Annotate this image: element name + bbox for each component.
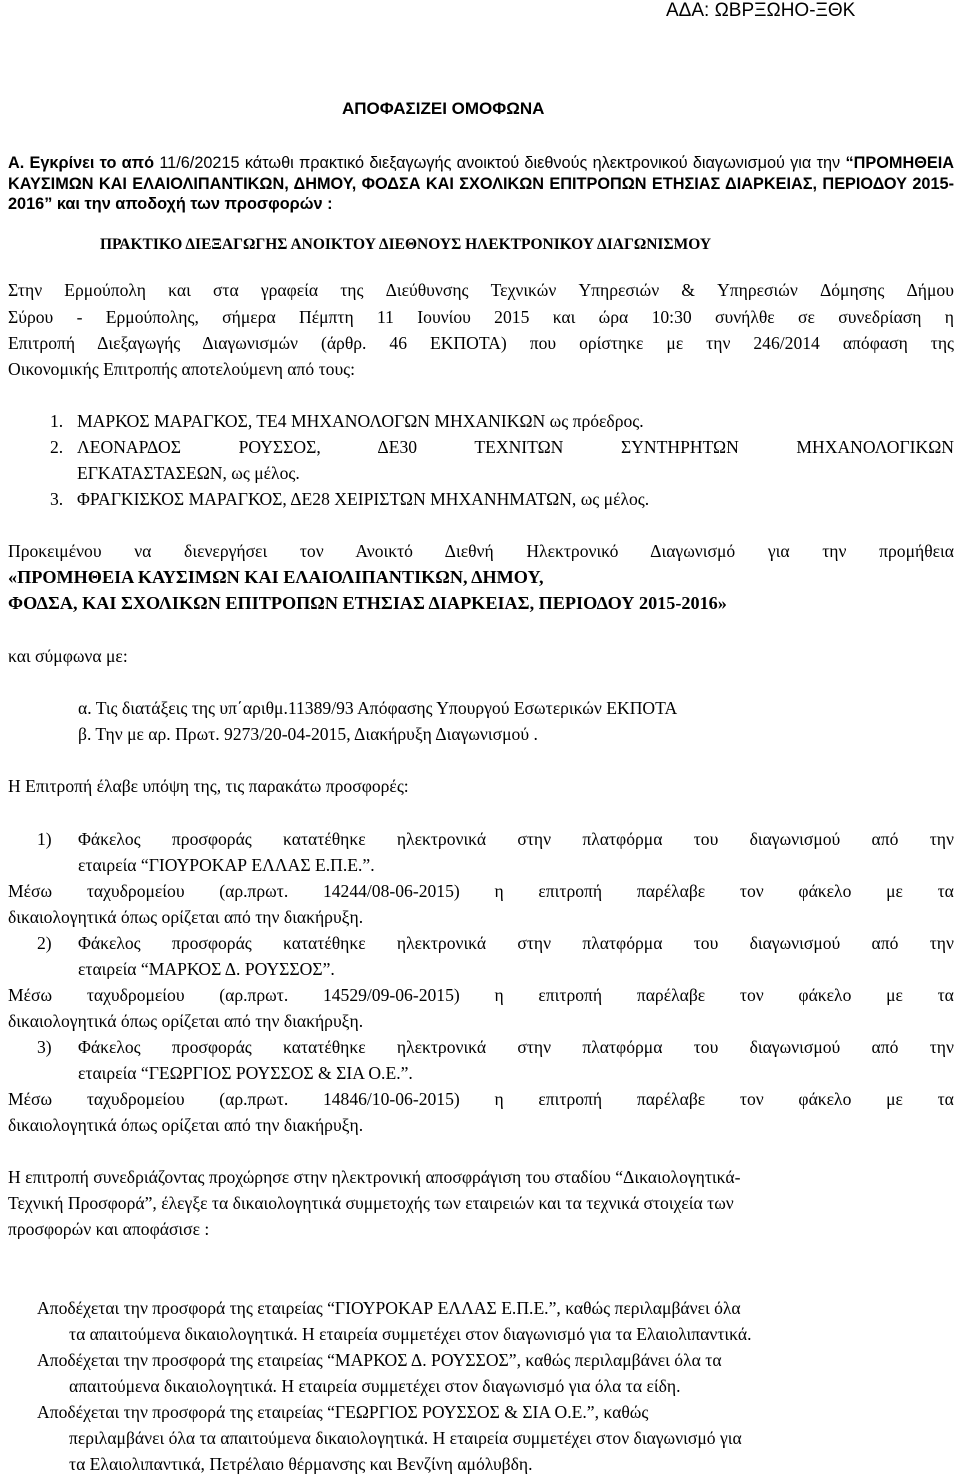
- acceptance-line: περιλαμβάνει όλα τα απαιτούμενα δικαιολογητικά. Η εταιρεία συμμετέχει στον διαγωνισμό για: [69, 1428, 742, 1448]
- acceptance-line: τα Ελαιολιπαντικά, Πετρέλαιο θέρμανσης και Βενζίνη αμόλυβδη.: [69, 1454, 533, 1474]
- offer-line: Φάκελος προσφοράς κατατέθηκε ηλεκτρονικά στην πλατφόρμα του διαγωνισμού από την: [78, 933, 954, 953]
- offer-number: 2): [37, 933, 52, 953]
- member-line: ΛΕΟΝΑΡΔΟΣ ΡΟΥΣΣΟΣ, ΔΕ30 ΤΕΧΝΙΤΩΝ ΣΥΝΤΗΡΗΤΩΝ ΜΗΧΑΝΟΛΟΓΙΚΩΝ: [77, 437, 954, 457]
- member-number: 2.: [50, 437, 64, 457]
- decision-point-a: [8, 153, 954, 215]
- offer-company: εταιρεία “ΓΙΟΥΡΟΚΑΡ ΕΛΛΑΣ Ε.Π.Ε.”.: [78, 855, 375, 875]
- intro-line: Επιτροπή Διεξαγωγής Διαγωνισμών (άρθρ. 46 ΕΚΠΟΤΑ) που ορίστηκε με την 246/2014 απόφαση της: [8, 333, 954, 353]
- according-to: και σύμφωνα με:: [8, 646, 128, 666]
- point-a-subject: “ΠΡΟΜΗΘΕΙΑ ΚΑΥΣΙΜΩΝ ΚΑΙ ΕΛΑΙΟΛΙΠΑΝΤΙΚΩΝ, ΔΗΜΟΥ, ΦΟΔΣΑ ΚΑΙ ΣΧΟΛΙΚΩΝ ΕΠΙΤΡΟΠΩΝ ΕΤΗΣΙΑΣ ΔΙΑΡΚΕΙΑΣ, ΠΕΡΙΟΔΟΥ 2015-2016” και την αποδοχή των προσφορών :: [8, 154, 955, 213]
- member-line: ΕΓΚΑΤΑΣΤΑΣΕΩΝ, ως μέλος.: [77, 463, 300, 483]
- offer-number: 3): [37, 1037, 52, 1057]
- point-a-prefix: Α. Εγκρίνει το από: [8, 154, 160, 172]
- offer-mail-line: δικαιολογητικά όπως ορίζεται από την διακήρυξη.: [8, 1011, 364, 1031]
- reference-item: α. Τις διατάξεις της υπ΄αριθμ.11389/93 Απόφασης Υπουργού Εσωτερικών ΕΚΠΟΤΑ: [78, 698, 678, 718]
- minutes-title: ΠΡΑΚΤΙΚΟ ΔΙΕΞΑΓΩΓΗΣ ΑΝΟΙΚΤΟΥ ΔΙΕΘΝΟΥΣ ΗΛΕΚΤΡΟΝΙΚΟΥ ΔΙΑΓΩΝΙΣΜΟΥ: [100, 236, 712, 253]
- purpose-line: Προκειμένου να διενεργήσει τον Ανοικτό Διεθνή Ηλεκτρονικό Διαγωνισμό για την προμήθεια: [8, 541, 954, 561]
- member-line: ΜΑΡΚΟΣ ΜΑΡΑΓΚΟΣ, ΤΕ4 ΜΗΧΑΝΟΛΟΓΩΝ ΜΗΧΑΝΙΚΩΝ ως πρόεδρος.: [77, 411, 644, 431]
- purpose-subject-line: ΦΟΔΣΑ, ΚΑΙ ΣΧΟΛΙΚΩΝ ΕΠΙΤΡΟΠΩΝ ΕΤΗΣΙΑΣ ΔΙΑΡΚΕΙΑΣ, ΠΕΡΙΟΔΟΥ 2015-2016»: [8, 593, 727, 613]
- unseal-line: Η επιτροπή συνεδριάζοντας προχώρησε στην ηλεκτρονική αποσφράγιση του σταδίου “Δικαιολογητικά-: [8, 1167, 741, 1187]
- offer-mail-line: δικαιολογητικά όπως ορίζεται από την διακήρυξη.: [8, 907, 364, 927]
- acceptance-line: Αποδέχεται την προσφορά της εταιρείας “ΓΙΟΥΡΟΚΑΡ ΕΛΛΑΣ Ε.Π.Ε.”, καθώς περιλαμβάνει όλα: [37, 1298, 741, 1318]
- offer-mail-line: Μέσω ταχυδρομείου (αρ.πρωτ. 14244/08-06-2015) η επιτροπή παρέλαβε τον φάκελο με τα: [8, 881, 954, 901]
- offer-mail-line: Μέσω ταχυδρομείου (αρ.πρωτ. 14529/09-06-2015) η επιτροπή παρέλαβε τον φάκελο με τα: [8, 985, 954, 1005]
- purpose-subject-line: «ΠΡΟΜΗΘΕΙΑ ΚΑΥΣΙΜΩΝ ΚΑΙ ΕΛΑΙΟΛΙΠΑΝΤΙΚΩΝ, ΔΗΜΟΥ,: [8, 567, 544, 587]
- offer-company: εταιρεία “ΓΕΩΡΓΙΟΣ ΡΟΥΣΣΟΣ & ΣΙΑ Ο.Ε.”.: [78, 1063, 413, 1083]
- offers-intro: Η Επιτροπή έλαβε υπόψη της, τις παρακάτω προσφορές:: [8, 776, 409, 796]
- point-a-text: 11/6/20215 κάτωθι πρακτικό διεξαγωγής ανοικτού διεθνούς ηλεκτρονικού διαγωνισμού για την: [159, 154, 846, 172]
- acceptance-line: Αποδέχεται την προσφορά της εταιρείας “ΜΑΡΚΟΣ Δ. ΡΟΥΣΣΟΣ”, καθώς περιλαμβάνει όλα τα: [37, 1350, 722, 1370]
- intro-line: Στην Ερμούπολη και στα γραφεία της Διεύθυνσης Τεχνικών Υπηρεσιών & Υπηρεσιών Δόμησης Δήμου: [8, 280, 954, 300]
- offer-company: εταιρεία “ΜΑΡΚΟΣ Δ. ΡΟΥΣΣΟΣ”.: [78, 959, 335, 979]
- acceptance-line: απαιτούμενα δικαιολογητικά. Η εταιρεία συμμετέχει στον διαγωνισμό για όλα τα είδη.: [69, 1376, 681, 1396]
- acceptance-line: Αποδέχεται την προσφορά της εταιρείας “ΓΕΩΡΓΙΟΣ ΡΟΥΣΣΟΣ & ΣΙΑ Ο.Ε.”, καθώς: [37, 1402, 649, 1422]
- acceptance-line: τα απαιτούμενα δικαιολογητικά. Η εταιρεία συμμετέχει στον διαγωνισμό για τα Ελαιολιπαντικά.: [69, 1324, 752, 1344]
- member-number: 3.: [50, 489, 64, 509]
- ada-code: ΑΔΑ: ΩΒΡΞΩΗΟ-ΞΘΚ: [666, 0, 856, 21]
- offer-line: Φάκελος προσφοράς κατατέθηκε ηλεκτρονικά στην πλατφόρμα του διαγωνισμού από την: [78, 829, 954, 849]
- reference-item: β. Την με αρ. Πρωτ. 9273/20-04-2015, Διακήρυξη Διαγωνισμού .: [78, 724, 538, 744]
- decision-title: ΑΠΟΦΑΣΙΖΕΙ ΟΜΟΦΩΝΑ: [342, 99, 545, 118]
- member-number: 1.: [50, 411, 64, 431]
- unseal-line: Τεχνική Προσφορά”, έλεγξε τα δικαιολογητικά συμμετοχής των εταιρειών και τα τεχνικά στοιχεία των: [8, 1193, 734, 1213]
- offer-number: 1): [37, 829, 52, 849]
- intro-line: Σύρου - Ερμούπολης, σήμερα Πέμπτη 11 Ιουνίου 2015 και ώρα 10:30 συνήλθε σε συνεδρίαση η: [8, 307, 954, 327]
- offer-mail-line: δικαιολογητικά όπως ορίζεται από την διακήρυξη.: [8, 1115, 364, 1135]
- member-line: ΦΡΑΓΚΙΣΚΟΣ ΜΑΡΑΓΚΟΣ, ΔΕ28 ΧΕΙΡΙΣΤΩΝ ΜΗΧΑΝΗΜΑΤΩΝ, ως μέλος.: [77, 489, 650, 509]
- offer-line: Φάκελος προσφοράς κατατέθηκε ηλεκτρονικά στην πλατφόρμα του διαγωνισμού από την: [78, 1037, 954, 1057]
- offer-mail-line: Μέσω ταχυδρομείου (αρ.πρωτ. 14846/10-06-2015) η επιτροπή παρέλαβε τον φάκελο με τα: [8, 1089, 954, 1109]
- intro-line: Οικονομικής Επιτροπής αποτελούμενη από τους:: [8, 359, 356, 379]
- unseal-line: προσφορών και αποφάσισε :: [8, 1219, 210, 1239]
